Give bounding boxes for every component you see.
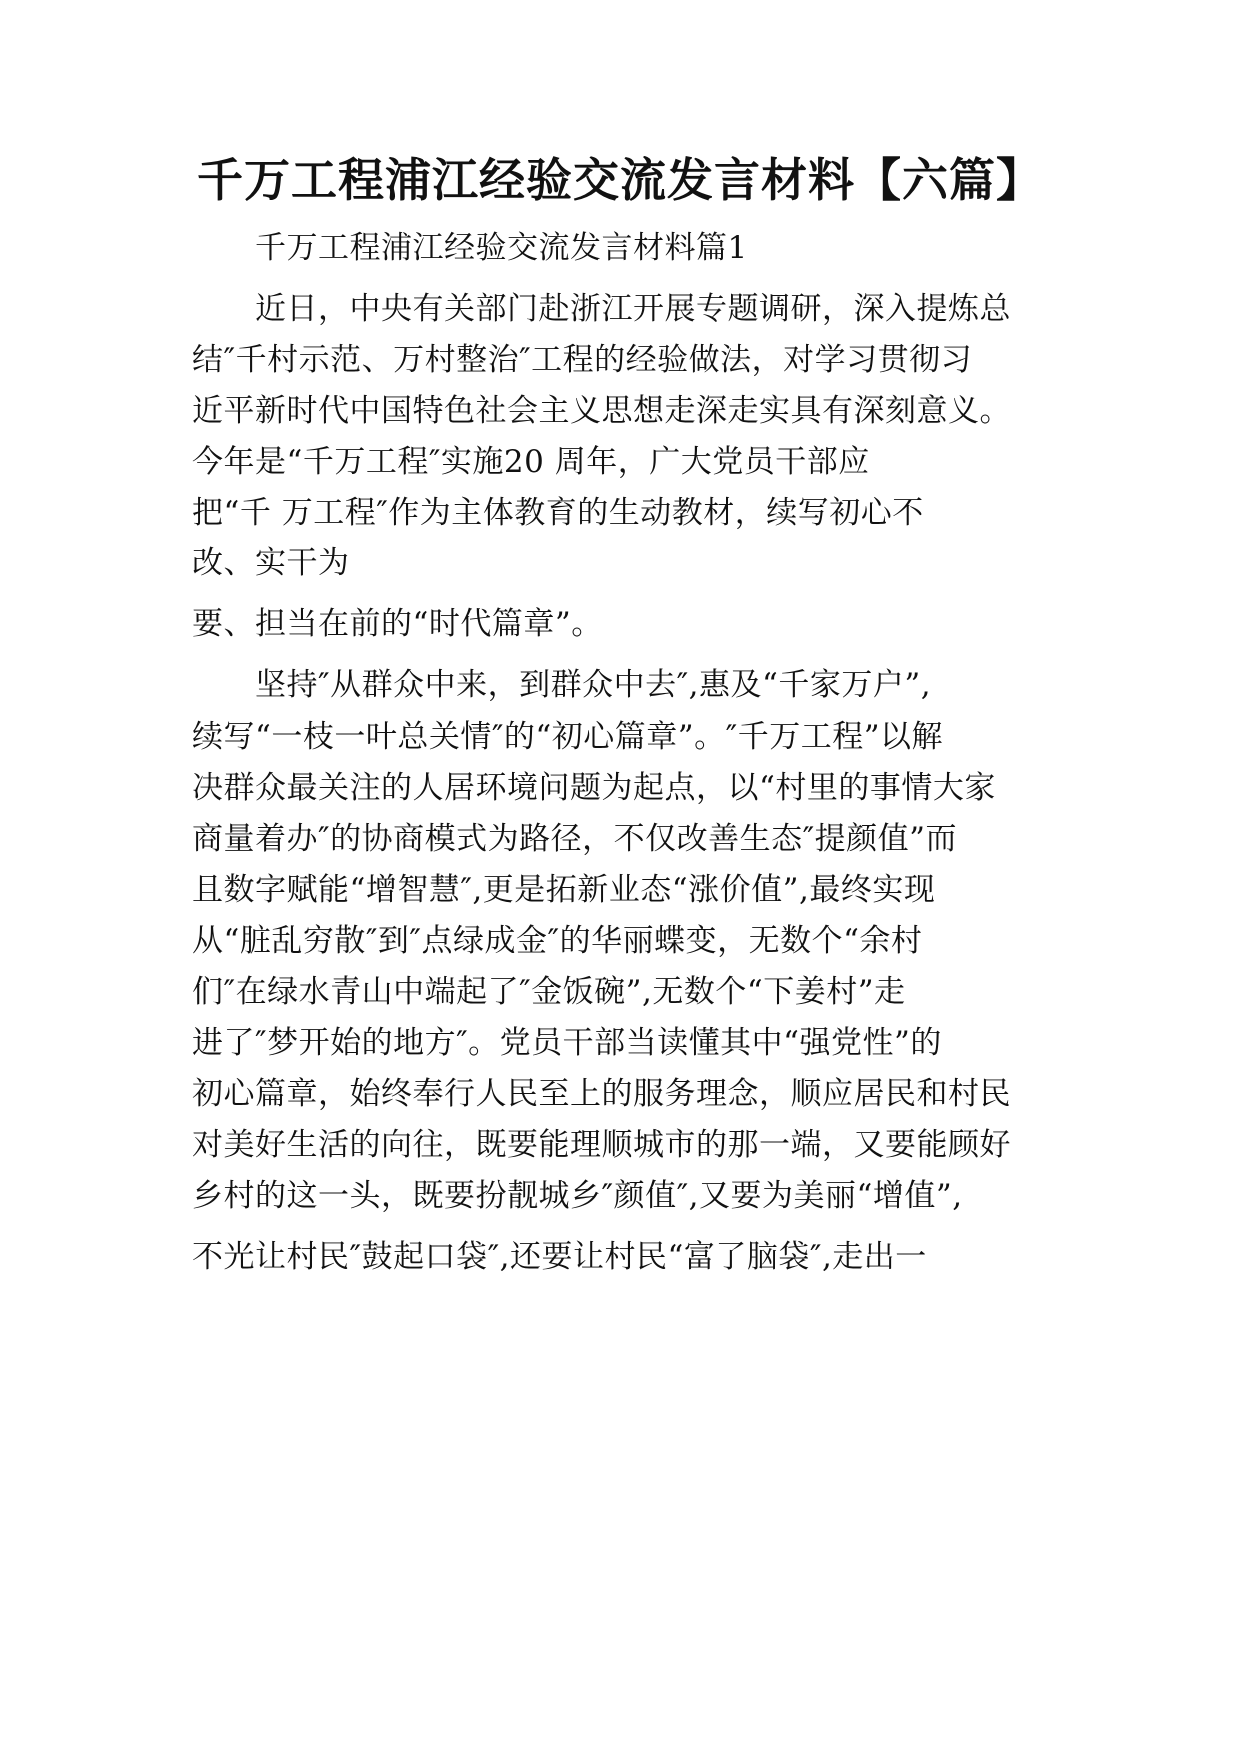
paragraph-2-line-8: 进了″梦开始的地方″。党员干部当读懂其中“强党性”的 xyxy=(192,1025,942,1061)
paragraph-2-line-3: 决群众最关注的人居环境问题为起点，以“村里的事情大家 xyxy=(192,770,996,806)
paragraph-2-line-4: 商量着办″的协商模式为路径，不仅改善生态″提颜值”而 xyxy=(192,821,958,857)
paragraph-1-line-3: 近平新时代中国特色社会主义思想走深走实具有深刻意义。 xyxy=(192,393,1011,429)
paragraph-1-line-6: 改、实干为 xyxy=(192,545,350,581)
paragraph-2-line-11: 乡村的这一头，既要扮靓城乡″颜值″,又要为美丽“增值”, xyxy=(192,1178,963,1214)
document-title: 千万工程浦江经验交流发言材料【六篇】 xyxy=(197,153,1043,207)
paragraph-2-line-10: 对美好生活的向往，既要能理顺城市的那一端，又要能顾好 xyxy=(192,1127,1011,1163)
paragraph-2-line-1: 坚持″从群众中来，到群众中去″,惠及“千家万户”, xyxy=(255,667,932,703)
paragraph-1-line-1: 近日，中央有关部门赴浙江开展专题调研，深入提炼总 xyxy=(255,291,1011,327)
paragraph-2-line-2: 续写“一枝一叶总关情″的“初心篇章”。″千万工程”以解 xyxy=(192,719,944,755)
paragraph-2-line-6: 从“脏乱穷散″到″点绿成金″的华丽蝶变，无数个“余村 xyxy=(192,923,923,959)
paragraph-1-line-7: 要、担当在前的“时代篇章”。 xyxy=(192,606,603,642)
paragraph-1-line-2: 结″千村示范、万村整治″工程的经验做法，对学习贯彻习 xyxy=(192,342,973,378)
document-subtitle: 千万工程浦江经验交流发言材料篇1 xyxy=(255,230,748,266)
paragraph-2-line-7: 们″在绿水青山中端起了″金饭碗”,无数个“下姜村”走 xyxy=(192,974,906,1010)
paragraph-1-line-4: 今年是“千万工程″实施20 周年，广大党员干部应 xyxy=(192,444,870,480)
paragraph-2-line-9: 初心篇章，始终奉行人民至上的服务理念，顺应居民和村民 xyxy=(192,1076,1011,1112)
paragraph-2-line-5: 且数字赋能“增智慧″,更是拓新业态“涨价值”,最终实现 xyxy=(192,872,936,908)
paragraph-2-line-12: 不光让村民″鼓起口袋″,还要让村民“富了脑袋″,走出一 xyxy=(192,1239,927,1275)
paragraph-1-line-5: 把“千 万工程″作为主体教育的生动教材，续写初心不 xyxy=(192,495,924,531)
